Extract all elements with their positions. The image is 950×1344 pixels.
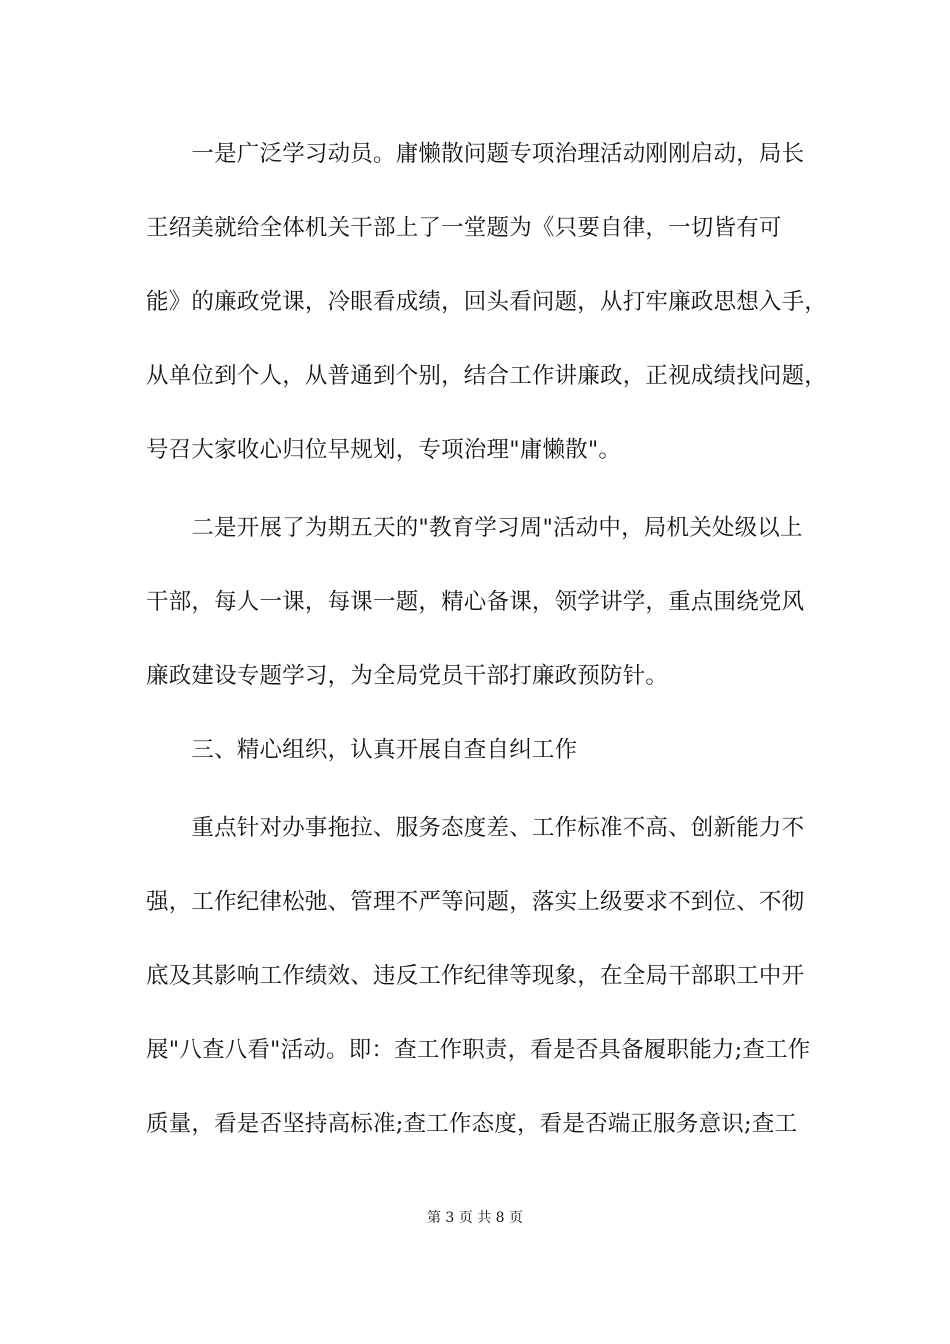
page-number-footer: 第 3 页 共 8 页	[426, 1210, 524, 1226]
body-text-line: 从单位到个人，从普通到个别，结合工作讲廉政，正视成绩找问题，	[146, 363, 828, 389]
body-text-line: 强，工作纪律松弛、管理不严等问题，落实上级要求不到位、不彻	[146, 889, 805, 915]
body-text-line: 重点针对办事拖拉、服务态度差、工作标准不高、创新能力不	[146, 815, 805, 841]
body-text-line: 干部，每人一课，每课一题，精心备课，领学讲学，重点围绕党风	[146, 589, 805, 615]
body-text-line: 能》的廉政党课，冷眼看成绩，回头看问题，从打牢廉政思想入手，	[146, 289, 828, 315]
body-text-line: 一是广泛学习动员。庸懒散问题专项治理活动刚刚启动，局长	[146, 141, 805, 167]
body-text-line: 展"八查八看"活动。即：查工作职责，看是否具备履职能力;查工作	[146, 1037, 811, 1063]
body-text-line: 底及其影响工作绩效、违反工作纪律等现象，在全局干部职工中开	[146, 963, 805, 989]
section-heading: 三、精心组织，认真开展自查自纠工作	[146, 737, 578, 763]
body-text-line: 二是开展了为期五天的"教育学习周"活动中，局机关处级以上	[146, 515, 803, 541]
body-text-line: 王绍美就给全体机关干部上了一堂题为《只要自律，一切皆有可	[146, 215, 782, 241]
body-text-line: 号召大家收心归位早规划，专项治理"庸懒散"。	[146, 437, 622, 463]
body-text-line: 质量，看是否坚持高标准;查工作态度，看是否端正服务意识;查工	[146, 1111, 798, 1137]
body-text-line: 廉政建设专题学习，为全局党员干部打廉政预防针。	[146, 663, 669, 689]
